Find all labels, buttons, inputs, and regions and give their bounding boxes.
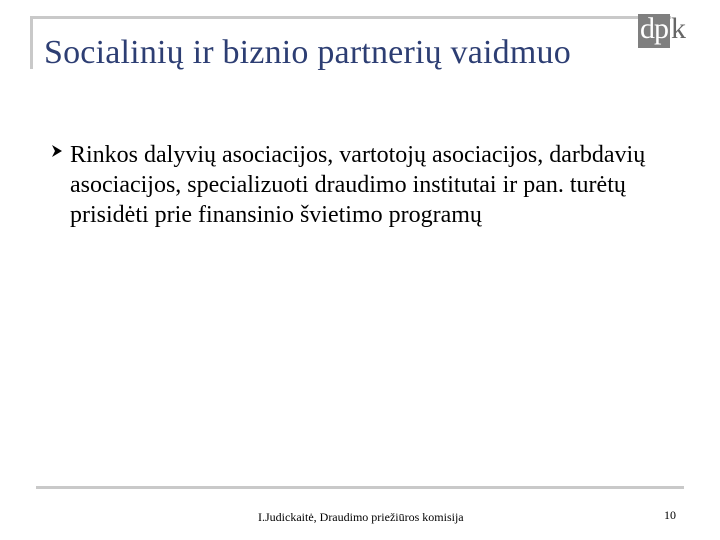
footer-text: I.Judickaitė, Draudimo priežiūros komisija: [258, 510, 464, 524]
footer-divider: [36, 486, 684, 489]
logo-main: dp: [638, 14, 670, 48]
dpk-logo: [638, 14, 686, 48]
page-number: 10: [664, 508, 676, 522]
bullet-text: Rinkos dalyvių asociacijos, vartotojų asociacijos, darbdavių asociacijos, specializuoti draudimo institutai ir pan. turėtų prisidėti prie finansinio švietimo programų: [70, 142, 646, 228]
slide-title: Socialinių ir biznio partnerių vaidmuo: [44, 34, 571, 71]
logo-suffix: k: [671, 12, 686, 45]
arrowhead-icon: [50, 144, 64, 158]
